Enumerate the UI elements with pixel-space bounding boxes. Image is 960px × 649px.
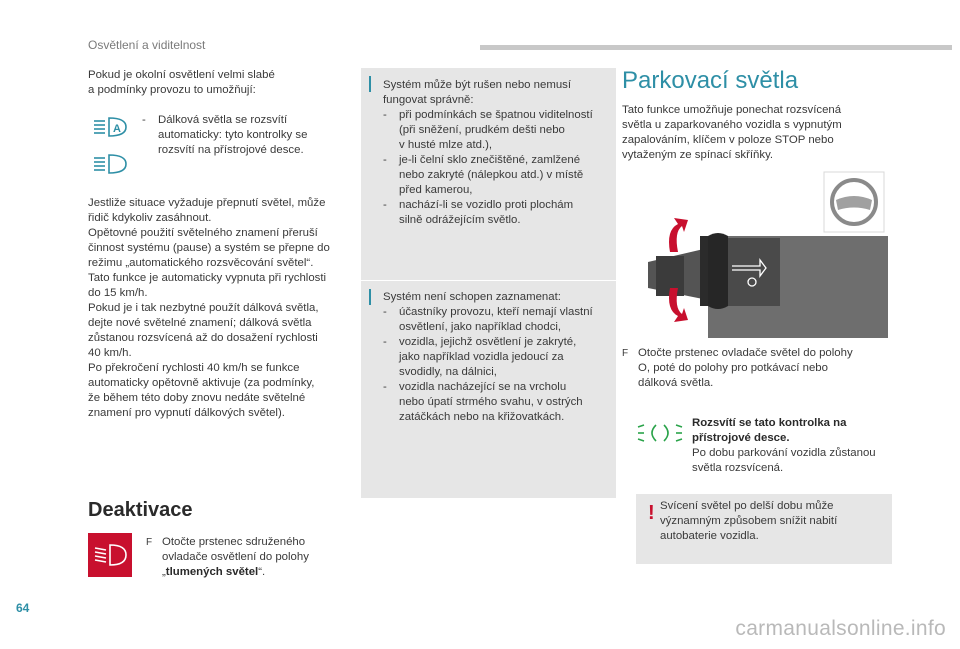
body-line: 40 km/h. [88,347,132,359]
body-line: znamení pro vypnutí dálkových světel). [88,407,285,419]
icon-item-line: rozsvítí na přístrojové desce. [158,144,304,156]
intro-line-2: a podmínky provozu to umožňují: [88,84,256,96]
body-line: řidič kdykoliv zasáhnout. [88,212,212,224]
step-line: O, poté do polohy pro potkávací nebo [638,362,828,374]
parking-intro-line: zapalováním, klíčem v poloze STOP nebo [622,134,834,146]
body-line: Opětovné použití světelného znamení přeruší [88,227,318,239]
box2-line: Systém není schopen zaznamenat: [383,291,561,303]
box2-item [383,380,611,425]
parking-intro [622,103,892,163]
box1-item-line: před kamerou, [399,184,473,196]
item-dash: - [383,381,387,393]
body-line: automaticky opětovně aktivuje (za podmínky, [88,377,315,389]
step-line: dálková světla. [638,377,714,389]
box1-line: Systém může být rušen nebo nemusí [383,79,572,91]
box2-item-line: nebo úpatí strmého svahu, v ostrých [399,396,583,408]
box1-item [383,108,611,153]
item-dash: - [383,109,387,121]
indicator-bold: Rozsvítí se tato kontrolka na [692,417,847,429]
deact-line: ovladače osvětlení do polohy [162,551,309,563]
page-number: 64 [16,601,30,615]
close-quote: “. [258,566,266,578]
indicator-bold: přístrojové desce. [692,432,790,444]
box1-item-line: silně odrážejícím světlo. [399,214,521,226]
lighting-stalk-illustration [648,170,888,338]
intro-line-1: Pokud je okolní osvětlení velmi slabé [88,69,275,81]
box2-item [383,305,611,335]
box2-item-line: svodidly, na dálnici, [399,366,497,378]
icon-item-line: automaticky: tyto kontrolky se [158,129,308,141]
body-line: do 15 km/h. [88,287,148,299]
parking-lights-title: Parkovací světla [622,67,799,94]
warning-line: Svícení světel po delší dobu může [660,500,834,512]
box2-item-line: vozidla, jejichž osvětlení je zakryté, [399,336,577,348]
body-line: Pokud je i tak nezbytné použít dálková světla, [88,302,319,314]
indicator-line: světla rozsvícená. [692,462,784,474]
open-quote: „ [162,566,166,578]
parking-step [622,346,892,391]
deactivation-title: Deaktivace [88,499,193,521]
item-dash: - [383,154,387,166]
indicator-text [692,416,892,476]
parking-intro-line: Tato funkce umožňuje ponechat rozsvícená [622,104,842,116]
high-beam-icon [90,150,130,178]
icon-item [142,113,352,158]
detection-limits-box [361,281,616,498]
svg-text:A: A [113,123,121,135]
step-line: Otočte prstenec ovladače světel do polohy [638,347,853,359]
dipped-beam-icon [88,533,132,577]
warning-box [636,494,892,564]
box2-item-line: zatáčkách nebo na křižovatkách. [399,411,565,423]
warning-icon: ! [648,502,655,524]
box2-item [383,335,611,380]
body-line: Po překročení rychlosti 40 km/h se funkce [88,362,300,374]
parking-intro-line: vytaženým ze spínací skříňky. [622,149,774,161]
box1-item-line: v husté mlze atd.), [399,139,493,151]
box1-item-line: (při sněžení, prudkém dešti nebo [399,124,565,136]
item-dash: - [383,336,387,348]
body-line: zůstanou rozsvícená až do dosažení rychlosti [88,332,318,344]
warning-line: autobaterie vozidla. [660,530,759,542]
warning-line: významným způsobem snížit nabití [660,515,838,527]
box-accent-bar [369,289,371,305]
left-intro [88,68,358,98]
box1-item [383,198,611,228]
dipped-beam-label: tlumených světel [165,566,259,578]
box1-item [383,153,611,198]
deactivation-step [146,535,346,580]
header-bar [480,45,952,50]
box-accent-bar [369,76,371,92]
left-body [88,196,360,421]
body-line: dejte nové světelné znamení; dálková světla [88,317,312,329]
watermark: carmanualsonline.info [735,617,946,640]
body-line: Tato funkce je automaticky vypnuta při rychlosti [88,272,327,284]
deact-line-last [162,565,309,580]
box1-item-line: nachází-li se vozidlo proti plochám [399,199,574,211]
indicator-line: Po dobu parkování vozidla zůstanou [692,447,876,459]
body-line: činnost systému (pause) a systém se přepne do [88,242,330,254]
body-line: režimu „automatického rozsvěcování světel“. [88,257,314,269]
body-line: Jestliže situace vyžaduje přepnutí světel, může [88,197,326,209]
box2-item-line: osvětlení, jako například chodci, [399,321,562,333]
parking-intro-line: světla u zaparkovaného vozidla s vypnutým [622,119,842,131]
section-header: Osvětlení a viditelnost [88,38,206,52]
bullet-marker: F [146,537,153,548]
item-dash: - [383,306,387,318]
deact-line: Otočte prstenec sdruženého [162,536,306,548]
icon-item-line: Dálková světla se rozsvítí [158,114,288,126]
item-dash: - [142,114,146,126]
interference-box [361,68,616,280]
box1-line: fungovat správně: [383,94,474,106]
box1-item-line: nebo zakryté (nálepkou atd.) v místě [399,169,584,181]
box1-item-line: při podmínkách se špatnou viditelností [399,109,593,121]
indicator-bold-line [692,431,892,446]
sidelights-indicator-icon [636,422,684,444]
box2-item-line: účastníky provozu, kteří nemají vlastní [399,306,593,318]
item-dash: - [383,199,387,211]
box1-item-line: je-li čelní sklo znečištěné, zamlžené [399,154,581,166]
auto-high-beam-icon [90,113,130,141]
box2-item-line: jako například vozidla jedoucí za [399,351,564,363]
box2-item-line: vozidla nacházející se na vrcholu [399,381,567,393]
body-line: že během této doby znovu nedáte světelné [88,392,306,404]
bullet-marker: F [622,348,629,359]
indicator-bold-line [692,416,892,431]
